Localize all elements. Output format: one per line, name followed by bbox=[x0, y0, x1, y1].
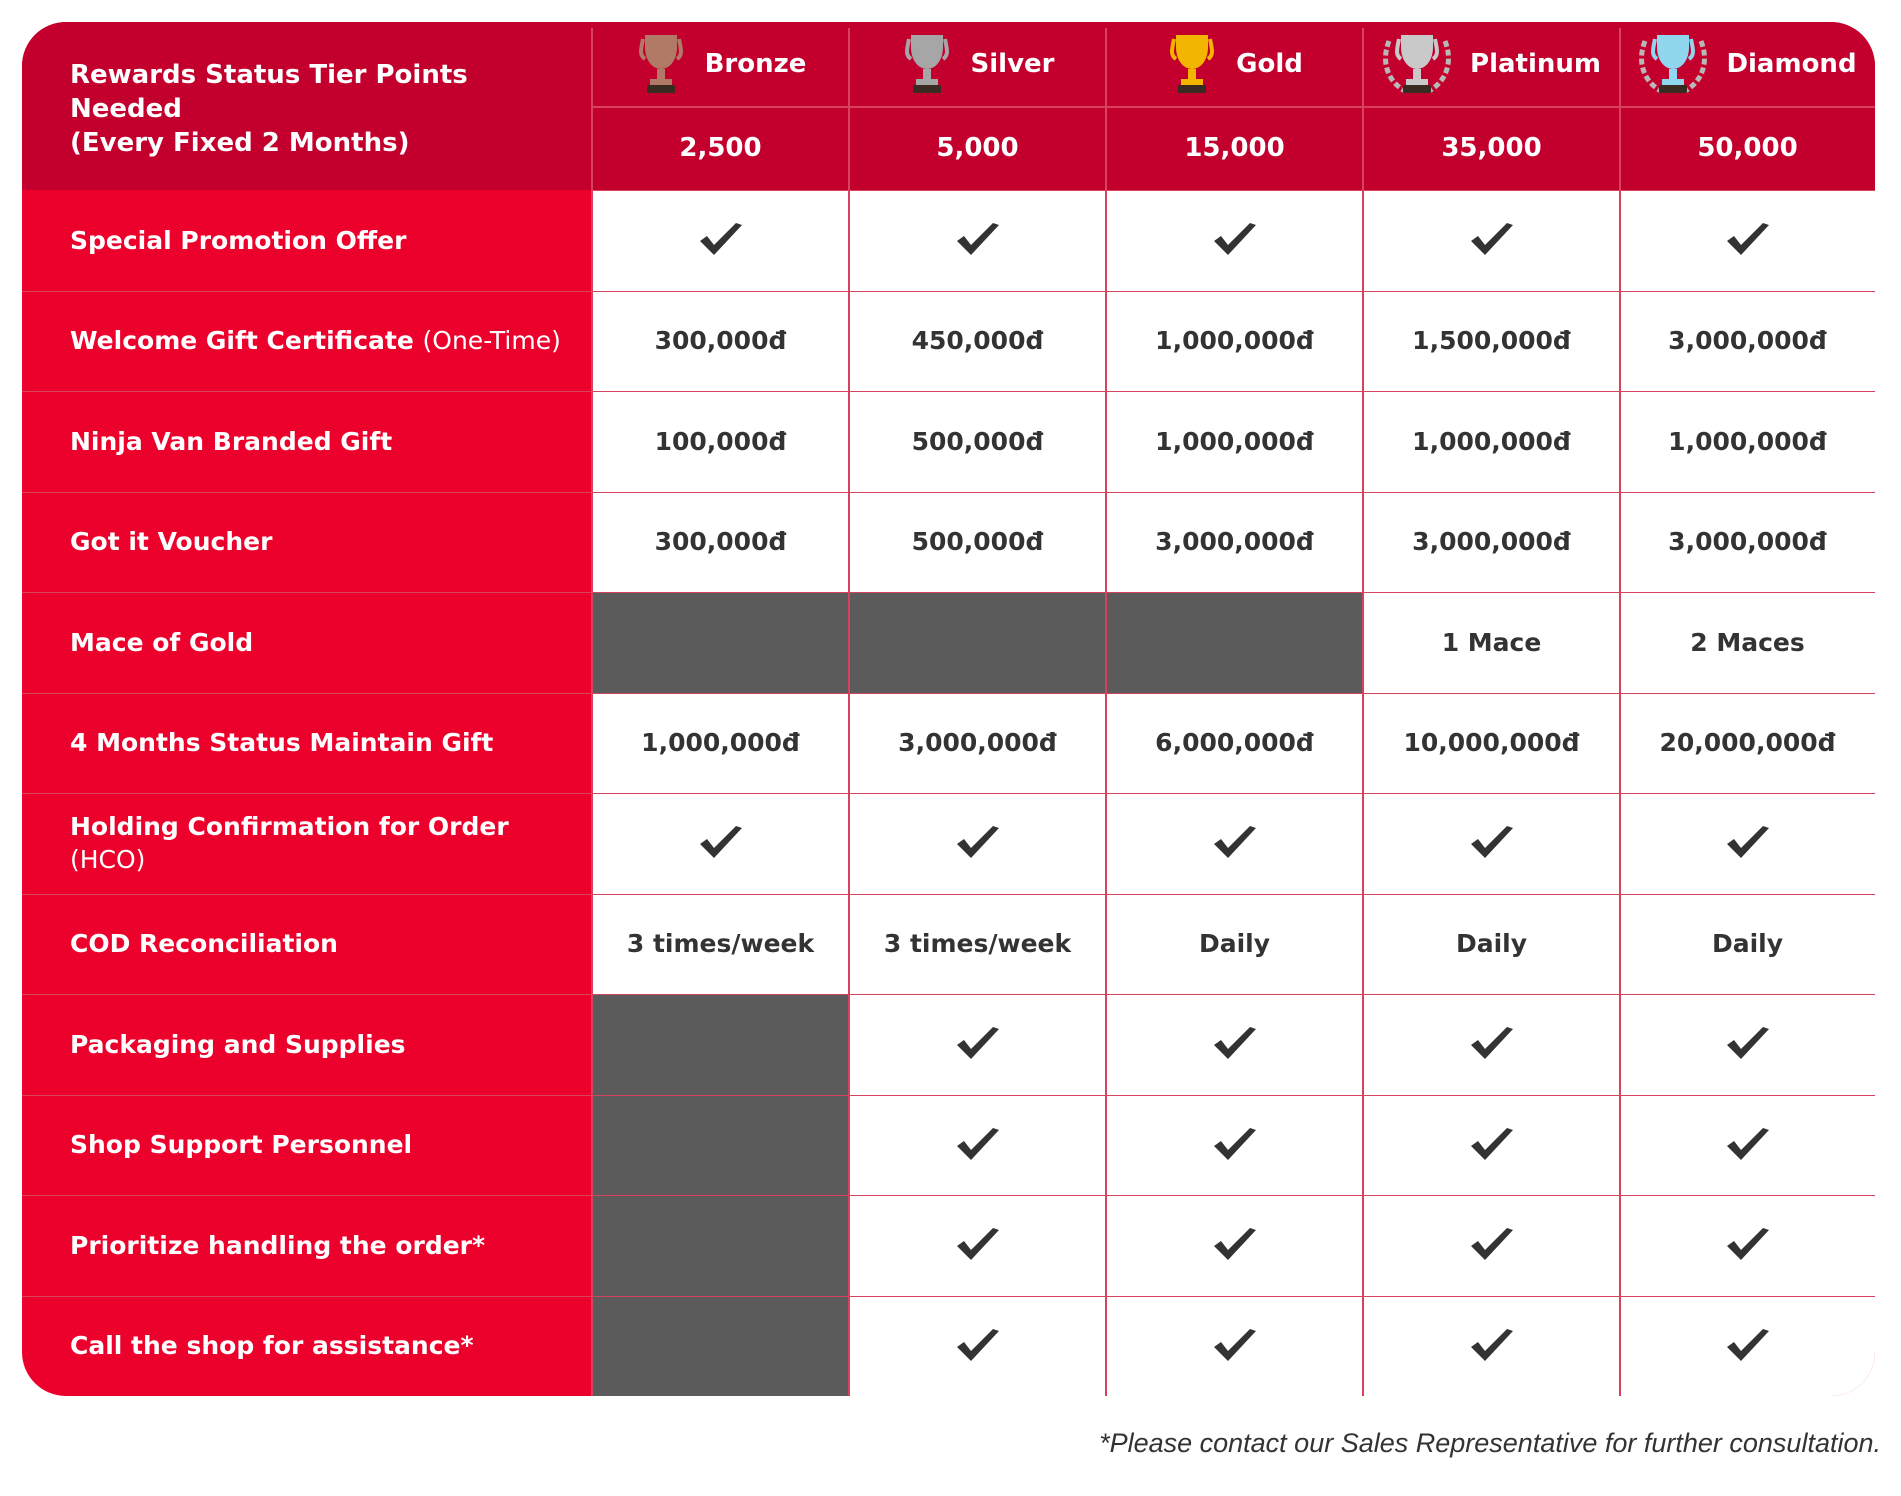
benefit-value: 300,000đ bbox=[654, 527, 787, 557]
benefit-cell bbox=[1620, 1296, 1875, 1397]
benefit-cell bbox=[1620, 1095, 1875, 1196]
row-label-text: 4 Months Status Maintain Gift bbox=[70, 728, 494, 758]
row-label bbox=[70, 492, 590, 593]
benefit-cell bbox=[592, 492, 849, 593]
benefit-cell bbox=[1620, 793, 1875, 894]
benefit-value: 3,000,000đ bbox=[1668, 326, 1827, 356]
tier-name: Platinum bbox=[1470, 49, 1601, 79]
benefit-value: 500,000đ bbox=[911, 426, 1044, 456]
tier-header-platinum bbox=[1363, 22, 1620, 106]
column-divider bbox=[591, 28, 593, 1396]
row-label-text: COD Reconciliation bbox=[70, 929, 338, 959]
checkmark-icon bbox=[1212, 222, 1258, 258]
benefit-cell bbox=[1363, 1296, 1620, 1397]
row-divider bbox=[592, 190, 1875, 191]
benefit-value: 10,000,000đ bbox=[1403, 728, 1580, 758]
benefit-value: 20,000,000đ bbox=[1659, 728, 1836, 758]
benefit-cell bbox=[1620, 994, 1875, 1095]
benefit-cell bbox=[849, 994, 1106, 1095]
tier-header-silver bbox=[849, 22, 1106, 106]
benefit-cell bbox=[849, 190, 1106, 291]
row-label-text: Welcome Gift Certificate bbox=[70, 326, 414, 356]
benefit-value: 1,500,000đ bbox=[1412, 326, 1571, 356]
checkmark-icon bbox=[955, 1026, 1001, 1062]
benefit-cell bbox=[1363, 190, 1620, 291]
benefit-value: 100,000đ bbox=[654, 426, 787, 456]
row-label-text: Call the shop for assistance* bbox=[70, 1331, 474, 1361]
row-label bbox=[70, 391, 590, 492]
benefit-cell bbox=[1620, 391, 1875, 492]
tier-header-bronze bbox=[592, 22, 849, 106]
benefit-value: 450,000đ bbox=[911, 326, 1044, 356]
benefit-cell bbox=[1106, 1296, 1363, 1397]
benefit-value: Daily bbox=[1455, 929, 1528, 959]
row-label-text: Got it Voucher bbox=[70, 527, 273, 557]
benefit-value: 3,000,000đ bbox=[1155, 527, 1314, 557]
checkmark-icon bbox=[955, 222, 1001, 258]
unavailable-cell bbox=[592, 1095, 849, 1196]
tier-name: Silver bbox=[970, 49, 1055, 79]
row-divider bbox=[22, 592, 1875, 593]
row-divider bbox=[22, 793, 1875, 794]
checkmark-icon bbox=[1469, 1328, 1515, 1364]
benefit-cell bbox=[1363, 492, 1620, 593]
checkmark-icon bbox=[1469, 1026, 1515, 1062]
row-label bbox=[70, 693, 590, 794]
benefit-value: 500,000đ bbox=[911, 527, 1044, 557]
benefit-cell bbox=[1106, 190, 1363, 291]
row-label-note: (One-Time) bbox=[422, 326, 561, 356]
benefit-cell bbox=[1106, 693, 1363, 794]
row-label-text: Ninja Van Branded Gift bbox=[70, 426, 393, 456]
unavailable-cell bbox=[592, 994, 849, 1095]
benefit-cell bbox=[592, 693, 849, 794]
checkmark-icon bbox=[1469, 1127, 1515, 1163]
checkmark-icon bbox=[1725, 222, 1771, 258]
benefit-cell bbox=[1620, 592, 1875, 693]
row-label bbox=[70, 592, 590, 693]
benefit-value: 3,000,000đ bbox=[898, 728, 1057, 758]
benefit-cell bbox=[1363, 1195, 1620, 1296]
benefit-cell bbox=[1363, 793, 1620, 894]
checkmark-icon bbox=[1725, 1127, 1771, 1163]
checkmark-icon bbox=[1212, 1328, 1258, 1364]
benefit-cell bbox=[592, 793, 849, 894]
benefit-cell bbox=[1620, 492, 1875, 593]
benefit-cell bbox=[1363, 291, 1620, 392]
benefit-cell bbox=[849, 1296, 1106, 1397]
row-divider bbox=[22, 1095, 1875, 1096]
checkmark-icon bbox=[955, 1328, 1001, 1364]
benefit-value: 3 times/week bbox=[883, 929, 1072, 959]
benefit-value: 1,000,000đ bbox=[641, 728, 800, 758]
benefit-value: 1,000,000đ bbox=[1412, 426, 1571, 456]
benefit-cell bbox=[1106, 894, 1363, 995]
checkmark-icon bbox=[1469, 1227, 1515, 1263]
tier-header-diamond bbox=[1620, 22, 1875, 106]
row-divider bbox=[22, 1195, 1875, 1196]
checkmark-icon bbox=[955, 1227, 1001, 1263]
unavailable-cell bbox=[592, 1296, 849, 1397]
checkmark-icon bbox=[1212, 1127, 1258, 1163]
benefit-cell bbox=[1363, 592, 1620, 693]
bronze-trophy-icon bbox=[635, 33, 687, 95]
benefit-cell bbox=[1363, 994, 1620, 1095]
benefit-cell bbox=[1106, 793, 1363, 894]
checkmark-icon bbox=[698, 222, 744, 258]
tier-name: Bronze bbox=[704, 49, 807, 79]
checkmark-icon bbox=[955, 1127, 1001, 1163]
tier-name: Gold bbox=[1236, 49, 1303, 79]
row-label-text: Packaging and Supplies bbox=[70, 1029, 406, 1059]
tier-points: 35,000 bbox=[1441, 133, 1542, 163]
unavailable-cell bbox=[592, 1195, 849, 1296]
checkmark-icon bbox=[1725, 825, 1771, 861]
checkmark-icon bbox=[1725, 1026, 1771, 1062]
benefit-cell bbox=[849, 793, 1106, 894]
benefit-cell bbox=[1106, 1095, 1363, 1196]
row-label-text: Prioritize handling the order* bbox=[70, 1230, 486, 1260]
benefit-value: 3 times/week bbox=[626, 929, 815, 959]
benefit-cell bbox=[1106, 291, 1363, 392]
row-label-text: Shop Support Personnel bbox=[70, 1130, 413, 1160]
benefit-cell bbox=[592, 291, 849, 392]
row-label-text: Holding Confirmation for Order bbox=[70, 812, 509, 842]
benefit-value: 2 Maces bbox=[1690, 627, 1805, 657]
footnote: *Please contact our Sales Representative for further consultation. bbox=[1099, 1428, 1881, 1458]
checkmark-icon bbox=[1469, 825, 1515, 861]
row-divider bbox=[22, 1296, 1875, 1297]
tier-points: 2,500 bbox=[679, 133, 762, 163]
header-title-line1: Rewards Status Tier Points Needed bbox=[70, 60, 468, 124]
row-divider bbox=[22, 391, 1875, 392]
unavailable-cell bbox=[592, 592, 849, 693]
unavailable-cell bbox=[849, 592, 1106, 693]
benefit-value: 6,000,000đ bbox=[1155, 728, 1314, 758]
benefit-cell bbox=[849, 492, 1106, 593]
benefit-cell bbox=[1106, 1195, 1363, 1296]
benefit-cell bbox=[1620, 894, 1875, 995]
benefit-cell bbox=[849, 391, 1106, 492]
checkmark-icon bbox=[698, 825, 744, 861]
row-divider bbox=[22, 994, 1875, 995]
unavailable-cell bbox=[1106, 592, 1363, 693]
row-label bbox=[70, 190, 590, 291]
row-label bbox=[70, 291, 590, 392]
benefit-cell bbox=[849, 693, 1106, 794]
benefit-cell bbox=[592, 391, 849, 492]
row-label-text: Mace of Gold bbox=[70, 627, 254, 657]
tier-header-gold bbox=[1106, 22, 1363, 106]
row-label bbox=[70, 1195, 590, 1296]
header-divider bbox=[592, 106, 1875, 108]
tier-name: Diamond bbox=[1726, 49, 1857, 79]
checkmark-icon bbox=[1725, 1227, 1771, 1263]
column-divider bbox=[1362, 28, 1364, 1396]
tier-points: 5,000 bbox=[936, 133, 1019, 163]
gold-trophy-icon bbox=[1166, 33, 1218, 95]
platinum-trophy-icon bbox=[1382, 33, 1452, 95]
benefit-cell bbox=[1106, 391, 1363, 492]
row-label-text: Special Promotion Offer bbox=[70, 225, 407, 255]
checkmark-icon bbox=[1469, 222, 1515, 258]
benefit-cell bbox=[592, 894, 849, 995]
row-divider bbox=[22, 693, 1875, 694]
row-label bbox=[70, 1296, 590, 1397]
row-label bbox=[70, 1095, 590, 1196]
checkmark-icon bbox=[1725, 1328, 1771, 1364]
benefit-cell bbox=[1620, 693, 1875, 794]
benefit-cell bbox=[849, 291, 1106, 392]
checkmark-icon bbox=[955, 825, 1001, 861]
tier-points: 15,000 bbox=[1184, 133, 1285, 163]
benefit-cell bbox=[849, 894, 1106, 995]
column-divider bbox=[1619, 28, 1621, 1396]
benefit-value: 3,000,000đ bbox=[1668, 527, 1827, 557]
benefit-value: 1,000,000đ bbox=[1155, 326, 1314, 356]
tier-points: 50,000 bbox=[1697, 133, 1798, 163]
benefit-value: Daily bbox=[1711, 929, 1784, 959]
rewards-table bbox=[22, 22, 1875, 1396]
benefit-cell bbox=[1106, 492, 1363, 593]
row-label bbox=[70, 793, 590, 894]
silver-trophy-icon bbox=[901, 33, 953, 95]
benefit-cell bbox=[1620, 1195, 1875, 1296]
checkmark-icon bbox=[1212, 825, 1258, 861]
row-divider bbox=[22, 492, 1875, 493]
row-divider bbox=[22, 291, 1875, 292]
benefit-cell bbox=[1620, 190, 1875, 291]
row-label bbox=[70, 994, 590, 1095]
benefit-cell bbox=[1363, 391, 1620, 492]
benefit-value: 3,000,000đ bbox=[1412, 527, 1571, 557]
column-divider bbox=[848, 28, 850, 1396]
benefit-cell bbox=[1363, 894, 1620, 995]
header-title-line2: (Every Fixed 2 Months) bbox=[70, 128, 410, 158]
checkmark-icon bbox=[1212, 1227, 1258, 1263]
benefit-cell bbox=[1363, 693, 1620, 794]
benefit-cell bbox=[849, 1095, 1106, 1196]
benefit-cell bbox=[1620, 291, 1875, 392]
benefit-value: 1,000,000đ bbox=[1155, 426, 1314, 456]
benefit-cell bbox=[1106, 994, 1363, 1095]
header-title bbox=[70, 58, 580, 160]
row-divider bbox=[22, 894, 1875, 895]
row-label bbox=[70, 894, 590, 995]
benefit-value: 300,000đ bbox=[654, 326, 787, 356]
benefit-value: 1,000,000đ bbox=[1668, 426, 1827, 456]
benefit-value: Daily bbox=[1198, 929, 1271, 959]
row-label-note: (HCO) bbox=[70, 845, 146, 875]
diamond-trophy-icon bbox=[1638, 33, 1708, 95]
benefit-cell bbox=[1363, 1095, 1620, 1196]
benefit-cell bbox=[592, 190, 849, 291]
row-label-line bbox=[70, 324, 590, 357]
benefit-cell bbox=[849, 1195, 1106, 1296]
benefit-value: 1 Mace bbox=[1441, 627, 1542, 657]
column-divider bbox=[1105, 28, 1107, 1396]
checkmark-icon bbox=[1212, 1026, 1258, 1062]
